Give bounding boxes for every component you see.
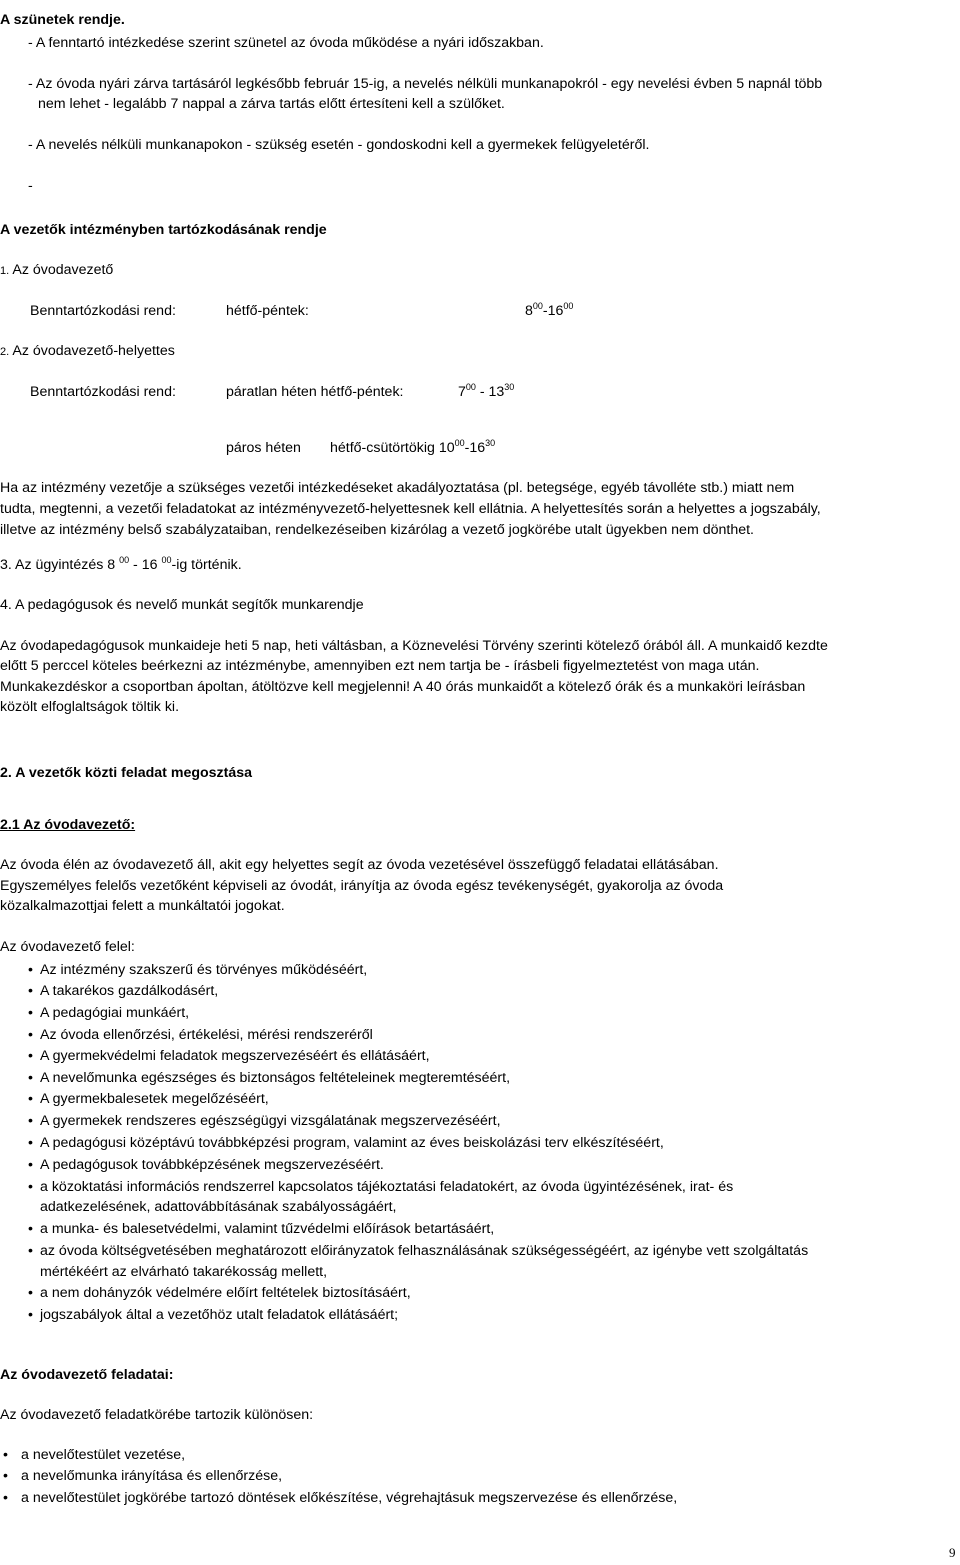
paros-hours	[330, 440, 495, 458]
bullet-marker: •	[28, 1113, 33, 1129]
bullet-marker: •	[3, 1490, 8, 1506]
felel-list-item: A pedagógusi középtávú továbbképzési program, valamint az éves beiskolázási terv elkészítéséért,	[40, 1135, 664, 1151]
bullet-marker: •	[28, 1243, 33, 1259]
page-number: 9	[949, 1545, 956, 1560]
item-2-hour-start: 7	[458, 384, 466, 400]
ugyintezes-text-b: - 16	[129, 557, 162, 573]
felel-list-item: Az óvoda ellenőrzési, értékelési, mérési rendszeréről	[40, 1027, 373, 1043]
felel-list-item: A gyermekek rendszeres egészségügyi vizsgálatának megszervezéséért,	[40, 1113, 501, 1129]
bullet-marker: •	[28, 1285, 33, 1301]
item-2-days: páratlan héten hétfő-péntek:	[226, 384, 404, 400]
item-1-number: 1.	[0, 265, 10, 277]
item-1-rend-label: Benntartózkodási rend:	[30, 303, 176, 319]
item-2-hours	[458, 384, 514, 402]
paros-days: hétfő-csütörtökig 10	[330, 440, 455, 456]
item-1-hours	[525, 303, 573, 321]
bullet-marker: •	[28, 1070, 33, 1086]
item-1-min-start: 00	[532, 301, 543, 311]
felel-list-item: A pedagógusok továbbképzésének megszervezéséért.	[40, 1157, 384, 1173]
item-2-hour-end: - 13	[475, 384, 505, 400]
paros-min-end: 30	[485, 438, 496, 448]
vezetok-title: A vezetők intézményben tartózkodásának rendje	[0, 222, 327, 238]
pedagogusok-line-3: Munkakezdéskor a csoportban ápoltan, átöltözve kell megjelenni! A 40 órás munkaidőt a kötelező órák és a munkaköri leírásban	[0, 679, 806, 695]
vezetok-item-2	[0, 343, 175, 361]
felel-list-item: A takarékos gazdálkodásért,	[40, 983, 219, 999]
item-2-rend-label: Benntartózkodási rend:	[30, 384, 176, 400]
item-2-min-end: 30	[504, 382, 515, 392]
ha-para-line-1: Ha az intézmény vezetője a szükséges vezetői intézkedéseket akadályoztatása (pl. betegsége, egyéb távolléte stb.) miatt nem	[0, 480, 795, 496]
bullet-marker: •	[28, 1157, 33, 1173]
szunetek-line-3: - A nevelés nélküli munkanapokon - szükség esetén - gondoskodni kell a gyermekek felügyeletéről.	[28, 137, 650, 153]
megosztas-line-3: közalkalmazottjai felett a munkáltatói jogokat.	[0, 898, 285, 914]
szunetek-title: A szünetek rendje.	[0, 12, 125, 28]
pedagogusok-title: 4. A pedagógusok és nevelő munkát segítők munkarendje	[0, 597, 364, 613]
item-2-label: Az óvodavezető-helyettes	[12, 343, 175, 359]
bullet-marker: •	[28, 1005, 33, 1021]
item-1-hour-start: 8	[525, 303, 533, 319]
ha-para-line-3: illetve az intézmény belső szabályzataiban, rendelkezéseiben kizárólag a vezető jogkörébe utalt ügyekben nem dönthet.	[0, 522, 754, 538]
item-2-number: 2.	[0, 346, 10, 358]
paros-label: páros héten	[226, 440, 301, 456]
felel-list-item: jogszabályok által a vezetőhöz utalt feladatok ellátásáért;	[40, 1307, 399, 1323]
felel-list-item: az óvoda költségvetésében meghatározott előirányzatok felhasználásának szükségességéért, az igénybe vett szolgáltatás	[40, 1243, 809, 1259]
ugyintezes-sup-1: 00	[119, 555, 130, 565]
megosztas-title: 2. A vezetők közti feladat megosztása	[0, 765, 253, 781]
feladatai-title: Az óvodavezető feladatai:	[0, 1367, 174, 1383]
vezetok-item-1	[0, 262, 113, 280]
ha-para-line-2: tudta, megtenni, a vezetői feladatokat az intézményvezető-helyettesnek kell ellátnia. A helyettesítés során a helyettes a jogszabály,	[0, 501, 821, 517]
felel-list-item: a munka- és balesetvédelmi, valamint tűzvédelmi előírások betartásáért,	[40, 1221, 495, 1237]
bullet-marker: •	[28, 983, 33, 999]
bullet-marker: •	[28, 962, 33, 978]
feladatai-list-item: a nevelőmunka irányítása és ellenőrzése,	[21, 1468, 283, 1484]
bullet-marker: •	[28, 1027, 33, 1043]
paros-min-start: 00	[454, 438, 465, 448]
felel-list-item: A gyermekbalesetek megelőzéséért,	[40, 1091, 269, 1107]
ugyintezes-line	[0, 557, 242, 575]
bullet-marker: •	[28, 1091, 33, 1107]
felel-list-item: a nem dohányzók védelmére előírt feltételek biztosításáért,	[40, 1285, 411, 1301]
bullet-marker: •	[28, 1307, 33, 1323]
item-1-hour-end: -16	[542, 303, 564, 319]
felel-list-item: mértékéért az elvárható takarékosság mellett,	[40, 1264, 328, 1280]
megosztas-line-2: Egyszemélyes felelős vezetőként képviseli az óvodát, irányítja az óvoda egész tevékenységét, gyakorolja az óvoda	[0, 878, 724, 894]
felel-list-item: Az intézmény szakszerű és törvényes működéséért,	[40, 962, 368, 978]
felel-intro: Az óvodavezető felel:	[0, 939, 135, 955]
felel-list-item: A pedagógiai munkáért,	[40, 1005, 190, 1021]
item-2-min-start: 00	[465, 382, 476, 392]
felel-list-item: adatkezelésének, adattovábbításának szabályosságáért,	[40, 1199, 397, 1215]
bullet-marker: •	[28, 1135, 33, 1151]
felel-list-item: a közoktatási információs rendszerrel kapcsolatos tájékoztatási feladatokért, az óvoda ügyintézésének, irat- és	[40, 1179, 734, 1195]
item-1-label: Az óvodavezető	[12, 262, 114, 278]
bullet-marker: •	[3, 1447, 8, 1463]
szunetek-line-4: -	[28, 178, 33, 194]
item-1-min-end: 00	[563, 301, 574, 311]
ugyintezes-sup-2: 00	[161, 555, 172, 565]
bullet-marker: •	[28, 1179, 33, 1195]
megosztas-line-1: Az óvoda élén az óvodavezető áll, akit egy helyettes segít az óvoda vezetésével összefüggő feladatai ellátásában.	[0, 857, 719, 873]
szunetek-line-2a: - Az óvoda nyári zárva tartásáról legkésőbb február 15-ig, a nevelés nélküli munkanapokról - egy nevelési évben 5 napnál több	[28, 76, 823, 92]
bullet-marker: •	[28, 1048, 33, 1064]
pedagogusok-line-1: Az óvodapedagógusok munkaideje heti 5 nap, heti váltásban, a Köznevelési Törvény szerinti kötelező órából áll. A munkaidő kezdte	[0, 638, 828, 654]
feladatai-intro: Az óvodavezető feladatkörébe tartozik különösen:	[0, 1407, 314, 1423]
megosztas-subtitle: 2.1 Az óvodavezető:	[0, 817, 136, 833]
pedagogusok-line-4: közölt elfoglaltságok töltik ki.	[0, 699, 180, 715]
bullet-marker: •	[28, 1221, 33, 1237]
szunetek-line-2b: nem lehet - legalább 7 nappal a zárva tartás előtt értesíteni kell a szülőket.	[38, 96, 505, 112]
felel-list-item: A gyermekvédelmi feladatok megszervezéséért és ellátásáért,	[40, 1048, 430, 1064]
paros-hour-end: -16	[464, 440, 486, 456]
pedagogusok-line-2: előtt 5 perccel köteles beérkezni az intézménybe, amennyiben ezt nem tartja be - írásbeli figyelmeztetést von maga után.	[0, 658, 760, 674]
bullet-marker: •	[3, 1468, 8, 1484]
ugyintezes-text-a: 3. Az ügyintézés 8	[0, 557, 120, 573]
feladatai-list-item: a nevelőtestület vezetése,	[21, 1447, 186, 1463]
szunetek-line-1: - A fenntartó intézkedése szerint szünetel az óvoda működése a nyári időszakban.	[28, 35, 544, 51]
item-1-days: hétfő-péntek:	[226, 303, 309, 319]
felel-list-item: A nevelőmunka egészséges és biztonságos feltételeinek megteremtéséért,	[40, 1070, 511, 1086]
feladatai-list-item: a nevelőtestület jogkörébe tartozó döntések előkészítése, végrehajtásuk megszervezése és ellenőrzése,	[21, 1490, 678, 1506]
ugyintezes-text-c: -ig történik.	[171, 557, 242, 573]
